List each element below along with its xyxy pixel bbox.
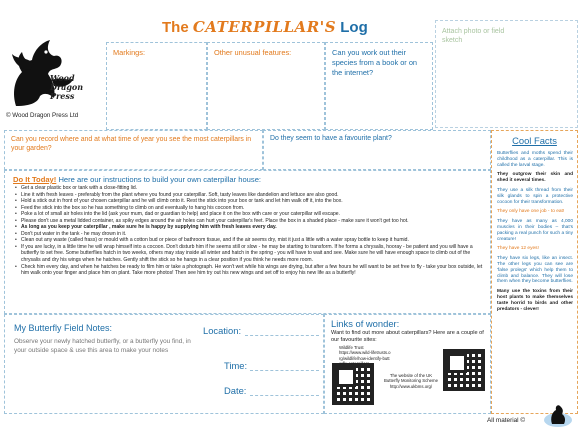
links-box [324,314,491,414]
where-when-box[interactable] [4,130,263,170]
cool-facts-title: Cool Facts [512,135,557,146]
location-label: Location: [203,325,242,336]
instructions-list [15,185,487,277]
instructions-box [4,170,491,314]
instruction-step: • If you are lucky, in a little time he will wrap himself into a cocoon. Don't disturb him if he seems still or slow - he may be starting to transform. If he forms a chrysalis, hooray - be patient and you will have a butterfly to set free. Some butterflies hatch in two weeks, others may stay inside all winter and hatch in the spring - you will have to wait and see. Make sure he will have enough space to climb out of the chrysalis and dry his wings when he hatches. Gently shift the stick so he hangs in a clear position if you think he needs more room. [15,244,487,264]
instruction-step: • Hold a stick out in front of your chosen caterpillar and he will climb onto it. Rest the stick into your box or tank and let him walk off it, into the box. [15,198,487,205]
favourite-plant-box[interactable] [263,130,491,170]
instruction-step: • Line it with fresh leaves - preferably from the plant where you found your caterpillar. Soft, tasty leaves like dandelion and lettuce are also good. [15,192,487,199]
logo-text: Wood Dragon Press [50,73,84,101]
species-label: Can you work out their species from a book or on the internet? [332,48,418,77]
cool-fact: They use a silk thread from their silk glands to spin a protective cocoon for their transformation. [497,187,573,205]
instructions-heading-rest: Here are our instructions to build your own caterpillar house: [58,175,262,184]
time-label: Time: [224,360,248,371]
qr-code-icon[interactable] [332,363,374,405]
instruction-step: • Clean out any waste (called frass) or mould with a cotton bud or piece of bathroom tissue, and if the air seems dry, mist it just a little with a water spray bottle to keep it humid. [15,237,487,244]
links-title: Links of wonder: [331,318,400,329]
instruction-step: • Get a clear plastic box or tank with a close-fitting lid. [15,185,487,192]
cool-fact: Many use the toxins from their host plants to make themselves taste horrid to birds and other predators - clever! [497,289,573,312]
copyright: © Wood Dragon Press Ltd [6,112,79,119]
photo-hint: Attach photo or field sketch [442,28,505,44]
cool-fact: They only have one job - to eat! [497,209,565,215]
instruction-step: • Poke a lot of small air holes into the lid (ask your mum, dad or guardian to help) and place it on the box with care or your caterpillar will escape. [15,211,487,218]
instruction-step: • Check him every day, and when he hatches be ready to film him or take a photograph. He won't wet while his wings are drying, but after a few hours he will want to be set free to fly - take your box outside, let him walk onto your finger and place him on plant. Take more photos! Then see him try out his new wings and set off to enjoy his new life as a butterfly! [15,264,487,277]
location-line[interactable] [245,335,319,336]
species-box[interactable] [325,42,433,130]
footer-logo-icon [542,400,578,430]
markings-box[interactable] [106,42,207,130]
cool-fact: Butterflies and moths spend their childhood as a caterpillar. This is called the larval stage. [497,151,573,168]
date-line[interactable] [250,395,319,396]
title-the: The [162,19,189,36]
title-log: Log [340,19,368,36]
qr-code-icon[interactable] [443,349,485,391]
favourite-plant-label: Do they seem to have a favourite plant? [270,135,392,142]
instruction-step: • As long as you keep your caterpillar , make sure he is happy by supplying him with fresh leaves every day. [15,224,487,231]
field-notes-box[interactable] [4,314,324,414]
link-ukbms[interactable]: The website of the UK Butterfly Monitoring Scheme http://www.ukbms.org/ [384,373,438,389]
cool-facts-box [491,130,578,414]
title-caterpillars: CATERPILLAR'S [192,18,337,36]
unusual-box[interactable] [207,42,325,130]
page-title [162,18,368,36]
where-when-label: Can you record where and at what time of year you see the most caterpillars in your garden? [11,136,252,152]
link-wildlife-trust[interactable]: Wildlife Trust https://www.wild-lifetrusts.org/wildlife/how-identify-butt [339,345,391,361]
instruction-step: • Please don't use a metal lidded container, as spiky edges around the air holes can hurt your caterpillar's feet. Place the box in a shaded place - make sure it won't get too hot. [15,218,487,225]
instruction-step: • Don't put water in the tank - he may drown in it. [15,231,487,238]
instructions-heading [13,175,261,184]
cool-fact: They have as many as 4,000 muscles in their bodies – that's packing a real punch for such a tiny creature! [497,219,573,242]
footer-copyright: All material © [487,417,526,424]
field-notes-body: Observe your newly hatched butterfly, or a butterfly you find, in your outside space & use this area to make your notes [14,338,191,355]
time-line[interactable] [250,370,319,371]
links-intro: Want to find out more about caterpillars? Here are a couple of our favourite sites: [331,330,484,343]
cool-facts-list [497,151,573,316]
cool-fact: They have 12 eyes! [497,246,539,252]
photo-box[interactable] [435,20,578,128]
field-notes-title: My Butterfly Field Notes: [14,323,113,333]
unusual-label: Other unusual features: [214,48,292,57]
logo [4,36,104,108]
instruction-step: • Feed the stick into the box so he has something to climb on and eventually to hang his cocoon from. [15,205,487,212]
cool-fact: They outgrow their skin and shed it several times. [497,172,573,184]
markings-label: Markings: [113,48,146,57]
date-label: Date: [224,385,247,396]
cool-fact: They have six legs, like an insect. The other legs you can see are 'false prolegs' which help them to climb and balance. They will lose them when they become butterflies. [497,256,573,285]
instructions-heading-do: Do It Today! [13,175,57,184]
